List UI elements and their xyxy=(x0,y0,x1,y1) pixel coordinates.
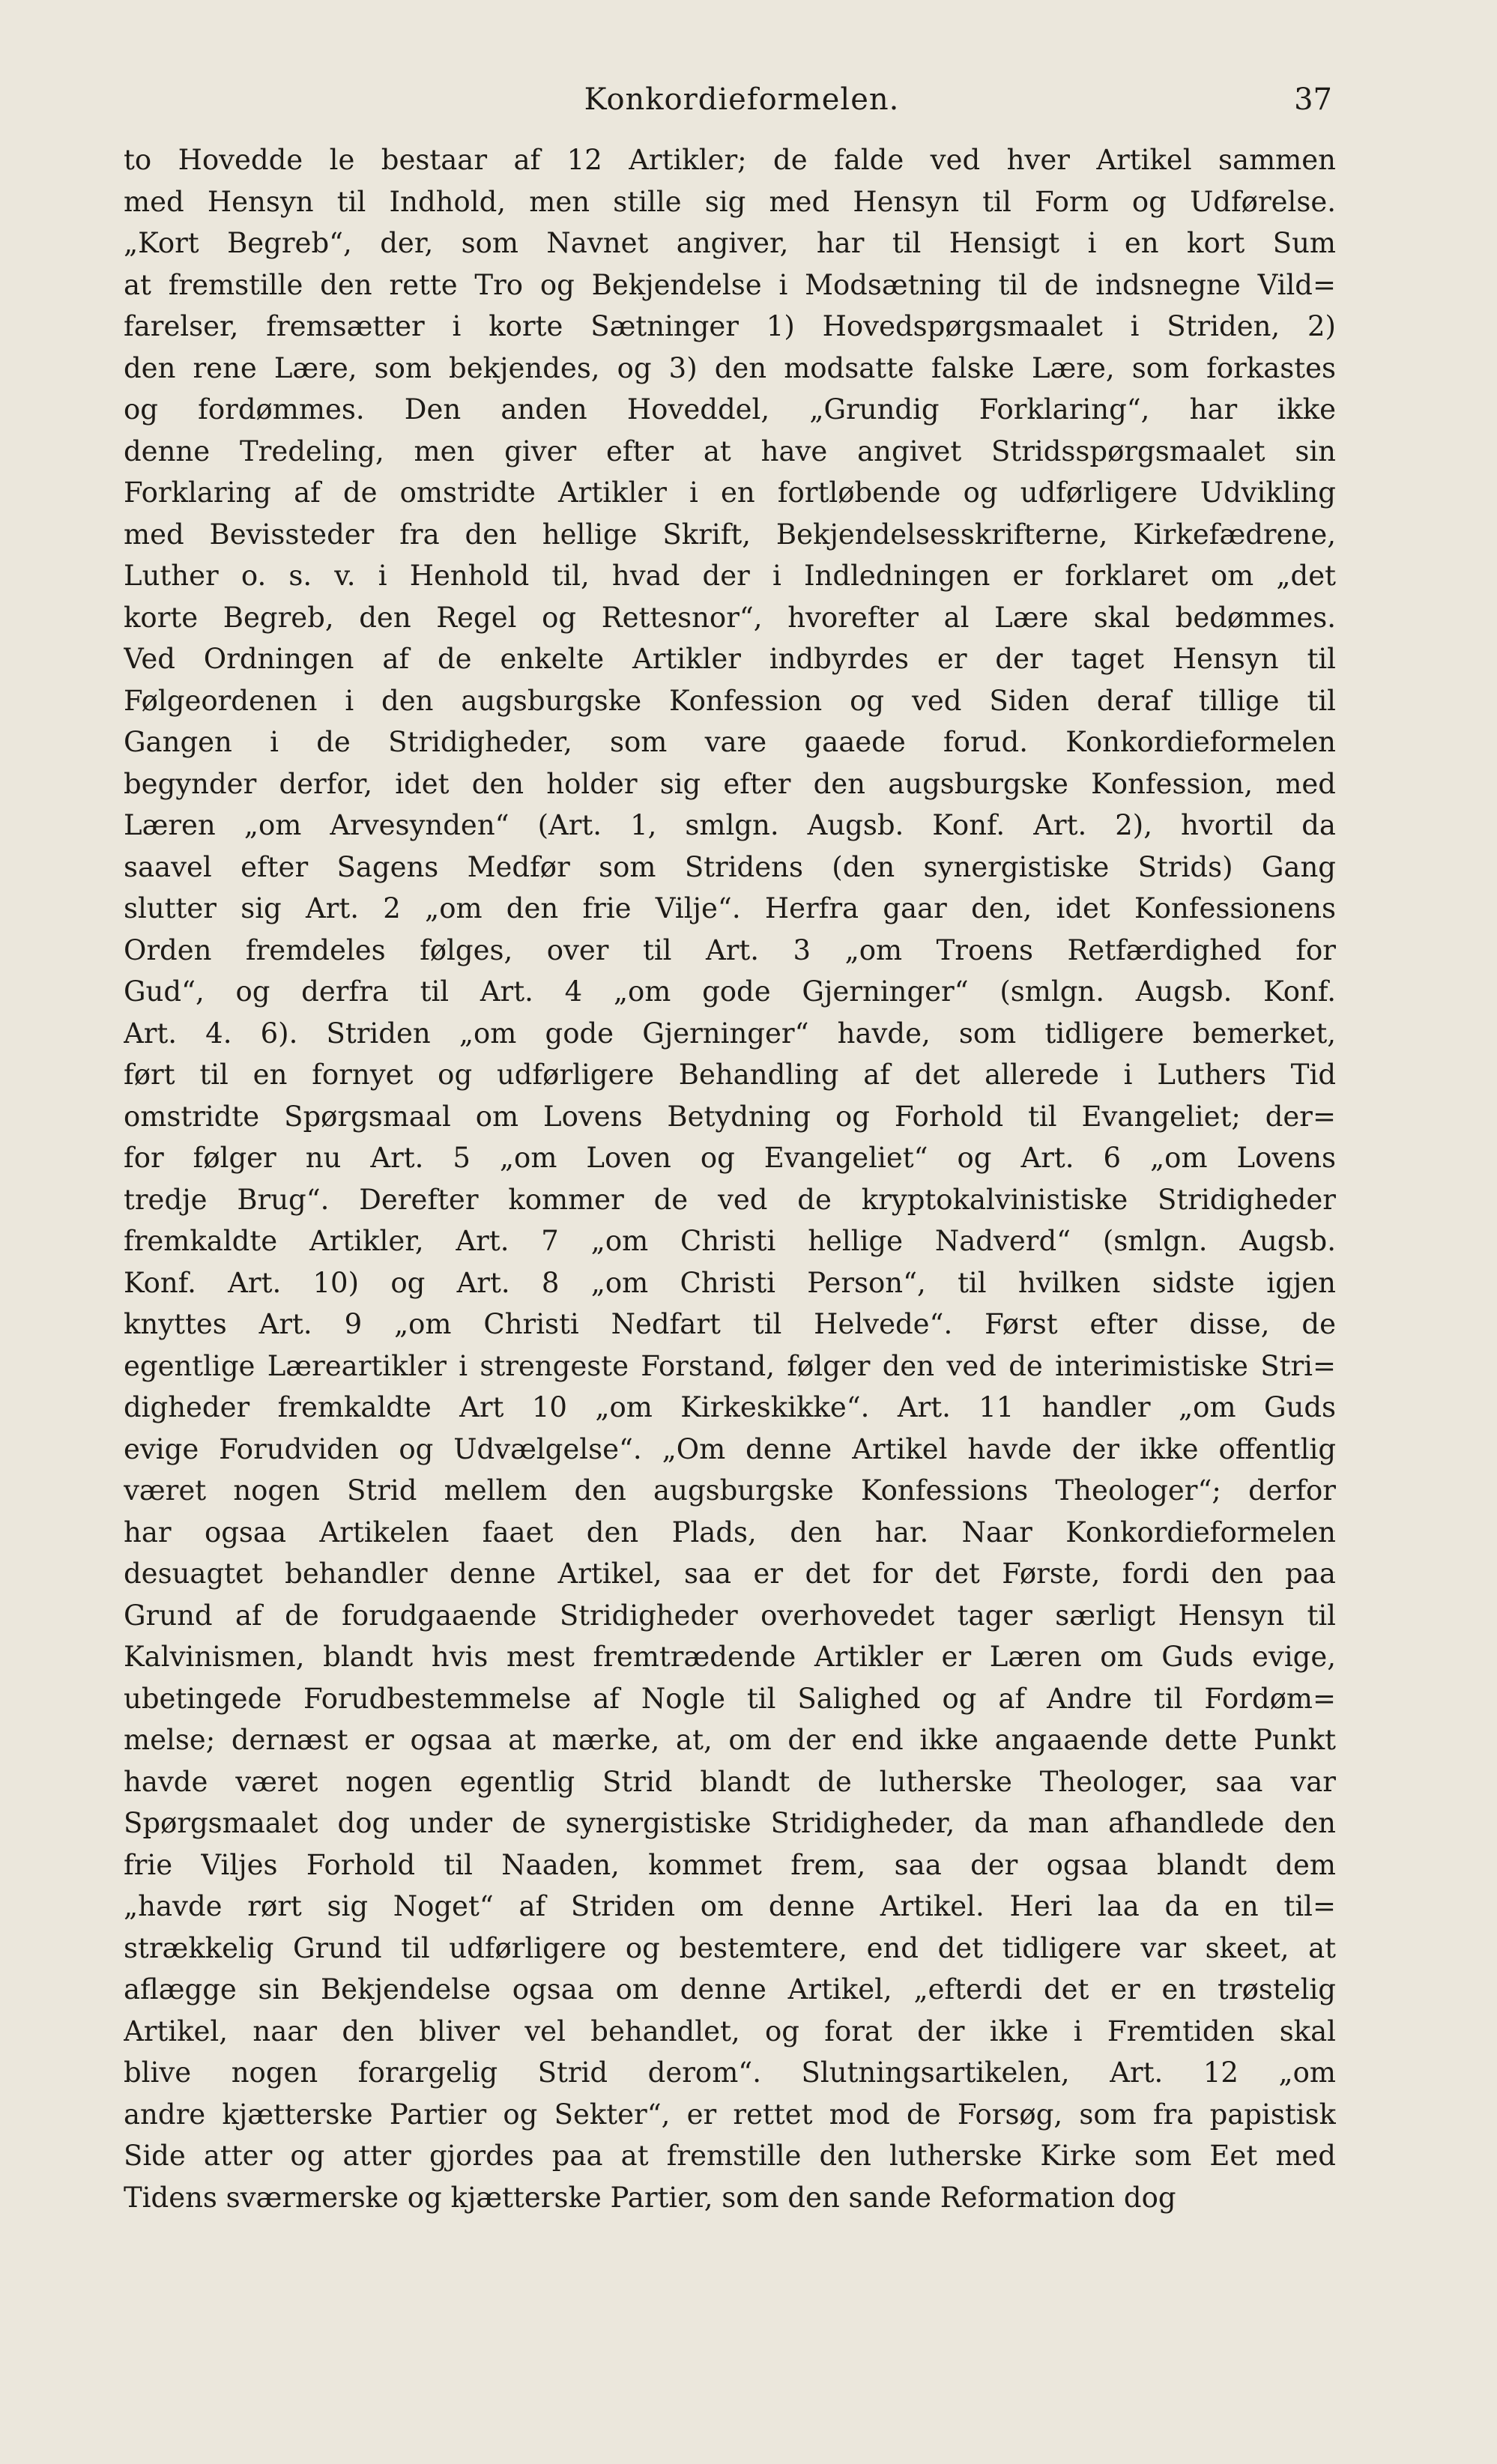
text-line: begynder derfor, idet den holder sig efter den augsburgske Konfession, med xyxy=(124,767,1336,800)
text-line: har ogsaa Artikelen faaet den Plads, den har. Naar Konkordieformelen xyxy=(124,1516,1336,1549)
text-line: Side atter og atter gjordes paa at fremstille den lutherske Kirke som Eet med xyxy=(124,2140,1336,2172)
text-line: tredje Brug“. Derefter kommer de ved de kryptokalvinistiske Stridigheder xyxy=(124,1183,1336,1216)
text-line: slutter sig Art. 2 „om den frie Vilje“. Herfra gaar den, idet Konfessionens xyxy=(124,892,1336,924)
text-line: desuagtet behandler denne Artikel, saa er det for det Første, fordi den paa xyxy=(124,1558,1336,1590)
text-line: fremkaldte Artikler, Art. 7 „om Christi hellige Nadverd“ (smlgn. Augsb. xyxy=(124,1225,1336,1257)
body-text xyxy=(124,139,1336,2218)
text-line: knyttes Art. 9 „om Christi Nedfart til Helvede“. Først efter disse, de xyxy=(124,1308,1336,1340)
text-line: denne Tredeling, men giver efter at have angivet Stridsspørgsmaalet sin xyxy=(124,435,1336,467)
text-line: den rene Lære, som bekjendes, og 3) den modsatte falske Lære, som forkastes xyxy=(124,351,1336,384)
text-line: Tidens sværmerske og kjætterske Partier, som den sande Reformation dog xyxy=(124,2181,1176,2214)
text-line: havde været nogen egentlig Strid blandt de lutherske Theologer, saa var xyxy=(124,1765,1336,1798)
text-line: ubetingede Forudbestemmelse af Nogle til Salighed og af Andre til Fordøm= xyxy=(124,1682,1336,1715)
text-line: andre kjætterske Partier og Sekter“, er rettet mod de Forsøg, som fra papistisk xyxy=(124,2098,1336,2131)
text-line: Ved Ordningen af de enkelte Artikler indbyrdes er der taget Hensyn til xyxy=(124,643,1336,675)
text-line: omstridte Spørgsmaal om Lovens Betydning og Forhold til Evangeliet; der= xyxy=(124,1100,1336,1133)
text-line: Forklaring af de omstridte Artikler i en fortløbende og udførligere Udvikling xyxy=(124,476,1336,509)
text-line: strækkelig Grund til udførligere og bestemtere, end det tidligere var skeet, at xyxy=(124,1931,1336,1964)
text-line: Luther o. s. v. i Henhold til, hvad der i Indledningen er forklaret om „det xyxy=(124,560,1336,592)
text-line: Følgeordenen i den augsburgske Konfession og ved Siden deraf tillige til xyxy=(124,684,1336,717)
text-line: Art. 4. 6). Striden „om gode Gjerninger“ havde, som tidligere bemerket, xyxy=(124,1017,1336,1050)
text-line: digheder fremkaldte Art 10 „om Kirkeskikke“. Art. 11 handler „om Guds xyxy=(124,1391,1336,1423)
text-line: evige Forudviden og Udvælgelse“. „Om denne Artikel havde der ikke offentlig xyxy=(124,1432,1336,1465)
text-line: for følger nu Art. 5 „om Loven og Evangeliet“ og Art. 6 „om Lovens xyxy=(124,1142,1336,1174)
text-line: Kalvinismen, blandt hvis mest fremtrædende Artikler er Læren om Guds evige, xyxy=(124,1641,1336,1673)
text-line: farelser, fremsætter i korte Sætninger 1) Hovedspørgsmaalet i Striden, 2) xyxy=(124,310,1336,342)
running-title: Konkordieformelen. xyxy=(584,82,900,117)
text-line: ført til en fornyet og udførligere Behandling af det allerede i Luthers Tid xyxy=(124,1059,1336,1091)
text-line: med Bevissteder fra den hellige Skrift, Bekjendelsesskrifterne, Kirkefædrene, xyxy=(124,518,1336,551)
text-line: Gud“, og derfra til Art. 4 „om gode Gjerninger“ (smlgn. Augsb. Konf. xyxy=(124,975,1336,1008)
text-line: egentlige Læreartikler i strengeste Forstand, følger den ved de interimistiske Stri= xyxy=(124,1349,1336,1382)
text-line: Artikel, naar den bliver vel behandlet, og forat der ikke i Fremtiden skal xyxy=(124,2015,1336,2047)
text-line: blive nogen forargelig Strid derom“. Slutningsartikelen, Art. 12 „om xyxy=(124,2056,1336,2089)
page-number: 37 xyxy=(1294,82,1332,117)
text-line: korte Begreb, den Regel og Rettesnor“, hvorefter al Lære skal bedømmes. xyxy=(124,601,1336,634)
text-line: Orden fremdeles følges, over til Art. 3 „om Troens Retfærdighed for xyxy=(124,933,1336,966)
text-line: to Hovedde le bestaar af 12 Artikler; de falde ved hver Artikel sammen xyxy=(124,144,1336,176)
text-line: Grund af de forudgaaende Stridigheder overhovedet tager særligt Hensyn til xyxy=(124,1599,1336,1632)
text-line: og fordømmes. Den anden Hoveddel, „Grundig Forklaring“, har ikke xyxy=(124,393,1336,426)
text-line: Konf. Art. 10) og Art. 8 „om Christi Person“, til hvilken sidste igjen xyxy=(124,1266,1336,1299)
text-line: Læren „om Arvesynden“ (Art. 1, smlgn. Augsb. Konf. Art. 2), hvortil da xyxy=(124,809,1336,841)
text-line: at fremstille den rette Tro og Bekjendelse i Modsætning til de indsnegne Vild= xyxy=(124,268,1336,301)
text-line: frie Viljes Forhold til Naaden, kommet frem, saa der ogsaa blandt dem xyxy=(124,1848,1336,1881)
text-line: melse; dernæst er ogsaa at mærke, at, om der end ikke angaaende dette Punkt xyxy=(124,1724,1336,1756)
text-line: „Kort Begreb“, der, som Navnet angiver, har til Hensigt i en kort Sum xyxy=(124,227,1336,259)
text-line: „havde rørt sig Noget“ af Striden om denne Artikel. Heri laa da en til= xyxy=(124,1890,1336,1922)
text-line: saavel efter Sagens Medfør som Stridens (den synergistiske Strids) Gang xyxy=(124,850,1336,883)
running-header xyxy=(0,81,1497,126)
text-line: med Hensyn til Indhold, men stille sig med Hensyn til Form og Udførelse. xyxy=(124,185,1336,218)
text-line: været nogen Strid mellem den augsburgske Konfessions Theologer“; derfor xyxy=(124,1474,1336,1507)
text-line: Spørgsmaalet dog under de synergistiske Stridigheder, da man afhandlede den xyxy=(124,1807,1336,1839)
text-line: Gangen i de Stridigheder, som vare gaaede forud. Konkordieformelen xyxy=(124,726,1336,758)
text-line: aflægge sin Bekjendelse ogsaa om denne Artikel, „efterdi det er en trøstelig xyxy=(124,1973,1336,2006)
